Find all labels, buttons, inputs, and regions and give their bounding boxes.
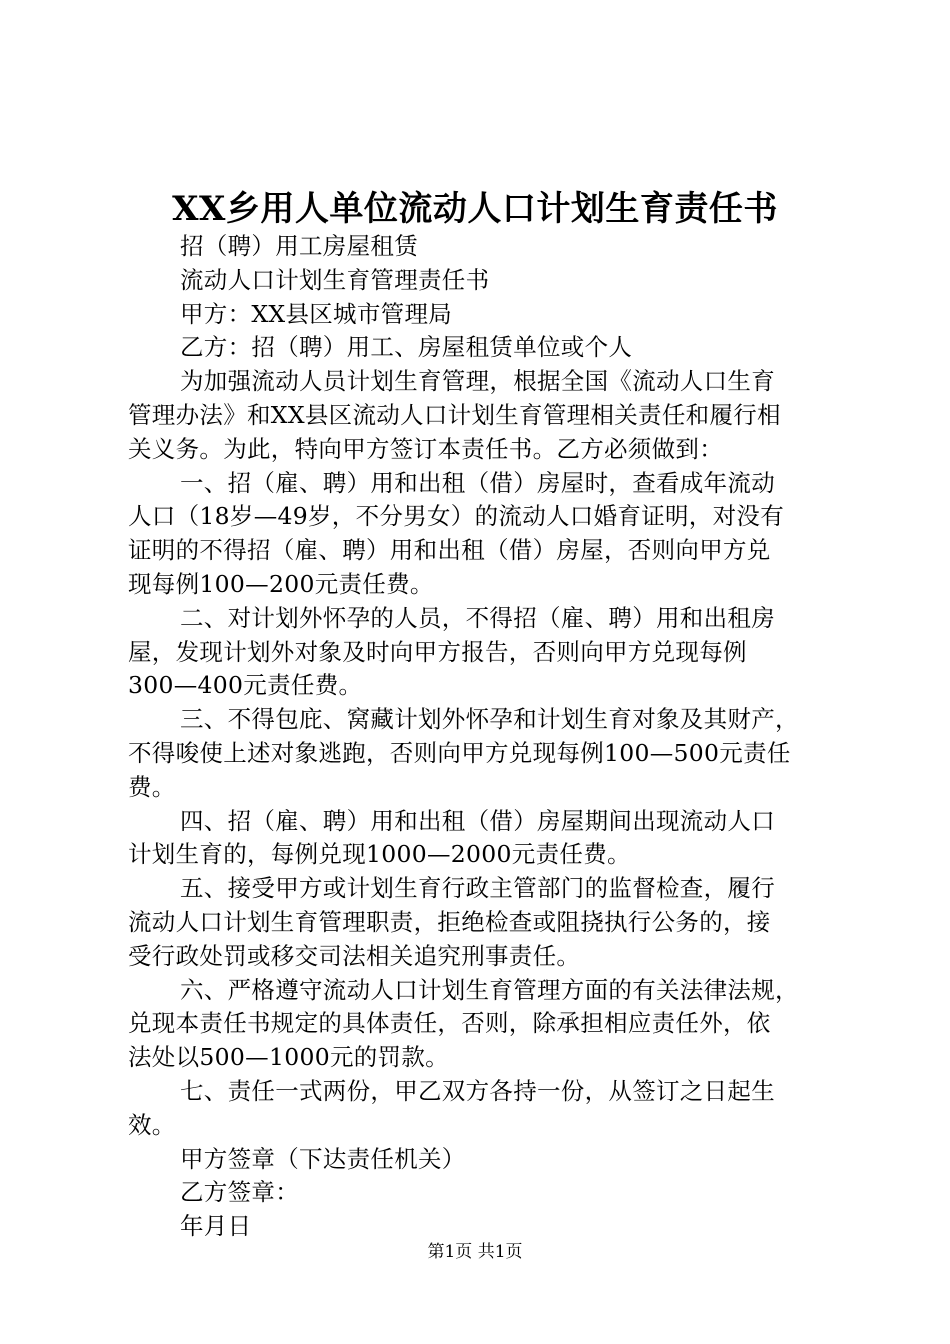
paragraph-clause-1 bbox=[128, 467, 840, 602]
paragraph-line: 现每例100—200元责任费。 bbox=[128, 569, 434, 598]
signature-party-a: 甲方签章（下达责任机关） bbox=[180, 1144, 466, 1173]
header-line: 乙方：招（聘）用工、房屋租赁单位或个人 bbox=[180, 333, 633, 362]
header-line: 招（聘）用工房屋租赁 bbox=[180, 232, 418, 260]
paragraph-intro bbox=[128, 365, 840, 466]
paragraph-line: 为加强流动人员计划生育管理，根据全国《流动人口生育 bbox=[180, 367, 775, 396]
paragraph-line: 六、严格遵守流动人口计划生育管理方面的有关法律法规， bbox=[180, 975, 799, 1004]
paragraph-line: 人口（18岁—49岁，不分男女）的流动人口婚育证明，对没有 bbox=[128, 502, 785, 531]
paragraph-line: 五、接受甲方或计划生育行政主管部门的监督检查，履行 bbox=[180, 874, 775, 903]
paragraph-clause-6 bbox=[128, 974, 840, 1075]
header-line: 流动人口计划生育管理责任书 bbox=[180, 265, 490, 294]
document-body bbox=[128, 230, 840, 1244]
paragraph-clause-5 bbox=[128, 872, 840, 973]
paragraph-line: 流动人口计划生育管理职责，拒绝检查或阻挠执行公务的，接 bbox=[128, 907, 771, 936]
paragraph-line: 证明的不得招（雇、聘）用和出租（借）房屋，否则向甲方兑 bbox=[128, 536, 771, 565]
signature-date: 年月日 bbox=[180, 1212, 252, 1241]
paragraph-line: 关义务。为此，特向甲方签订本责任书。乙方必须做到： bbox=[128, 434, 723, 463]
page-footer: 第1页 共1页 bbox=[427, 1242, 523, 1262]
paragraph-line: 法处以500—1000元的罚款。 bbox=[128, 1043, 449, 1072]
paragraph-line: 不得唆使上述对象逃跑，否则向甲方兑现每例100—500元责任 bbox=[128, 738, 791, 767]
paragraph-line: 效。 bbox=[128, 1110, 176, 1139]
paragraph-line: 三、不得包庇、窝藏计划外怀孕和计划生育对象及其财产， bbox=[180, 705, 799, 734]
paragraph-line: 四、招（雇、聘）用和出租（借）房屋期间出现流动人口 bbox=[180, 806, 775, 835]
header-line: 甲方：XX县区城市管理局 bbox=[180, 299, 453, 328]
paragraph-clause-7 bbox=[128, 1075, 840, 1143]
paragraph-line: 七、责任一式两份，甲乙双方各持一份，从签订之日起生 bbox=[180, 1076, 775, 1105]
document-title: XX乡用人单位流动人口计划生育责任书 bbox=[172, 189, 778, 229]
paragraph-line: 受行政处罚或移交司法相关追究刑事责任。 bbox=[128, 941, 581, 970]
paragraph-line: 管理办法》和XX县区流动人口计划生育管理相关责任和履行相 bbox=[128, 400, 781, 429]
paragraph-line: 二、对计划外怀孕的人员，不得招（雇、聘）用和出租房 bbox=[180, 603, 775, 632]
paragraph-clause-2 bbox=[128, 602, 840, 703]
paragraph-line: 费。 bbox=[128, 772, 176, 801]
paragraph-clause-4 bbox=[128, 805, 840, 873]
paragraph-line: 兑现本责任书规定的具体责任，否则，除承担相应责任外，依 bbox=[128, 1009, 771, 1038]
paragraph-line: 屋，发现计划外对象及时向甲方报告，否则向甲方兑现每例 bbox=[128, 637, 747, 666]
paragraph-clause-3 bbox=[128, 703, 840, 804]
paragraph-line: 300—400元责任费。 bbox=[128, 671, 363, 700]
paragraph-line: 计划生育的，每例兑现1000—2000元责任费。 bbox=[128, 840, 631, 869]
signature-party-b: 乙方签章： bbox=[180, 1178, 299, 1207]
paragraph-line: 一、招（雇、聘）用和出租（借）房屋时，查看成年流动 bbox=[180, 468, 775, 497]
